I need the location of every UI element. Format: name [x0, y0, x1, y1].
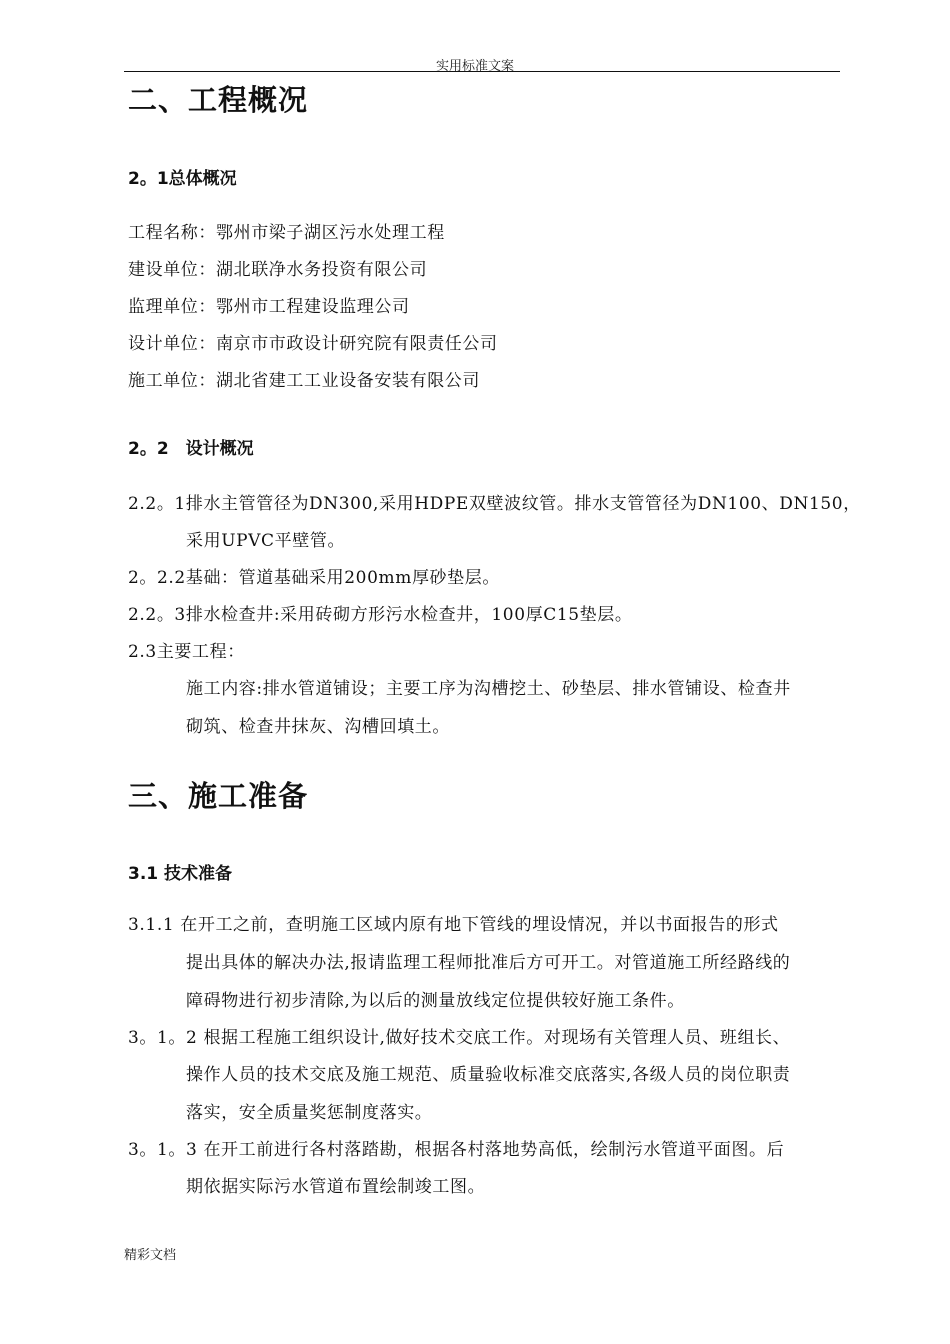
- paragraph-3-1-1-line3: 障碍物进行初步清除,为以后的测量放线定位提供较好施工条件。: [186, 991, 685, 1011]
- section-3-heading: 三、施工准备: [128, 779, 309, 813]
- page-header: 实用标准文案: [435, 59, 514, 74]
- subsection-2-2-heading: 2。2 设计概况: [128, 439, 254, 459]
- paragraph-2-2-3: 2.2。3排水检查井:采用砖砌方形污水检查井，100厚C15垫层。: [128, 605, 633, 625]
- paragraph-2-2-2: 2。2.2基础：管道基础采用200mm厚砂垫层。: [128, 568, 500, 588]
- construction-content-line2: 砌筑、检查井抹灰、沟槽回填土。: [186, 717, 450, 737]
- paragraph-3-1-2-line3: 落实，安全质量奖惩制度落实。: [186, 1103, 433, 1123]
- paragraph-2-3: 2.3主要工程：: [128, 642, 245, 662]
- paragraph-3-1-2-line2: 操作人员的技术交底及施工规范、质量验收标准交底落实,各级人员的岗位职责: [186, 1065, 791, 1085]
- paragraph-3-1-3-line1: 3。1。3 在开工前进行各村落踏勘，根据各村落地势高低，绘制污水管道平面图。后: [128, 1140, 785, 1160]
- header-rule: [124, 71, 840, 72]
- owner-line: 建设单位：湖北联净水务投资有限公司: [128, 260, 428, 280]
- construction-content-line1: 施工内容:排水管道铺设；主要工序为沟槽挖土、砂垫层、排水管铺设、检查井: [186, 679, 791, 699]
- paragraph-2-2-1-line1: 2.2。1排水主管管径为DN300,采用HDPE双壁波纹管。排水支管管径为DN100、DN150，: [128, 494, 861, 514]
- supervisor-line: 监理单位：鄂州市工程建设监理公司: [128, 297, 410, 317]
- project-name-line: 工程名称：鄂州市梁子湖区污水处理工程: [128, 223, 445, 243]
- section-2-heading: 二、工程概况: [128, 83, 309, 117]
- paragraph-3-1-1-line2: 提出具体的解决办法,报请监理工程师批准后方可开工。对管道施工所经路线的: [186, 953, 791, 973]
- paragraph-2-2-1-line2: 采用UPVC平壁管。: [186, 531, 346, 551]
- subsection-2-1-heading: 2。1总体概况: [128, 169, 237, 189]
- paragraph-3-1-3-line2: 期依据实际污水管道布置绘制竣工图。: [186, 1177, 486, 1197]
- subsection-3-1-heading: 3.1 技术准备: [128, 864, 233, 884]
- page-footer: 精彩文档: [124, 1248, 177, 1263]
- designer-line: 设计单位：南京市市政设计研究院有限责任公司: [128, 334, 498, 354]
- paragraph-3-1-1-line1: 3.1.1 在开工之前，查明施工区域内原有地下管线的埋设情况，并以书面报告的形式: [128, 915, 779, 935]
- contractor-line: 施工单位：湖北省建工工业设备安装有限公司: [128, 371, 480, 391]
- paragraph-3-1-2-line1: 3。1。2 根据工程施工组织设计,做好技术交底工作。对现场有关管理人员、班组长、: [128, 1028, 791, 1048]
